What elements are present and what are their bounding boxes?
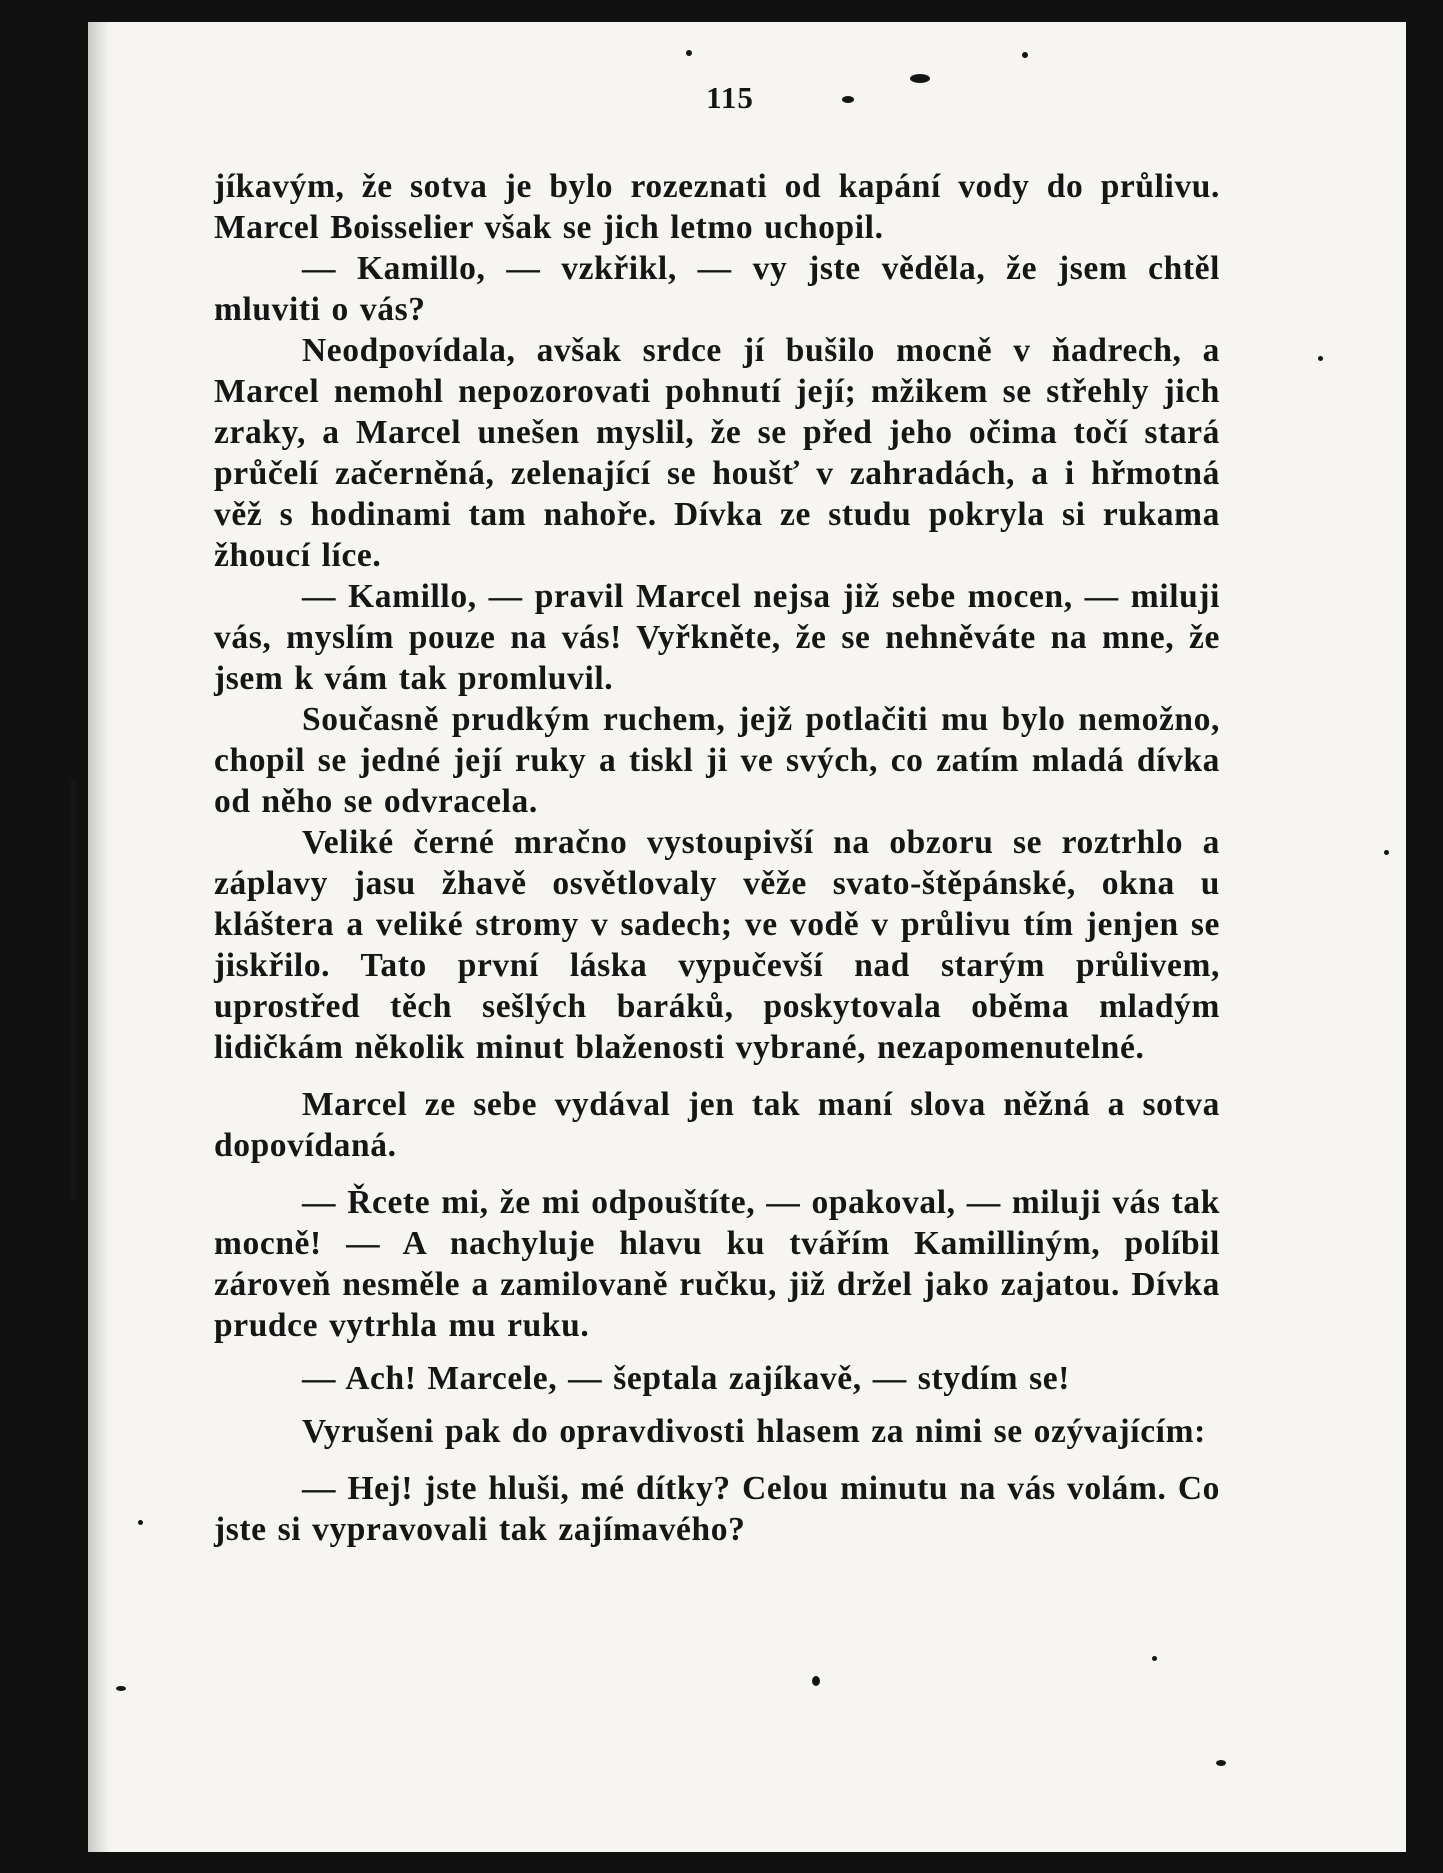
paragraph: Současně prudkým ruchem, jejž potlačiti mu bylo nemožno, chopil se jedné její ruky a tiskl ji ve svých, co zatím mladá dívka od něho se odvracela.	[214, 701, 1220, 820]
print-speck	[1216, 1760, 1226, 1766]
paragraph: Marcel ze sebe vydával jen tak maní slova něžná a sotva dopovídaná.	[214, 1086, 1220, 1164]
paragraph: — Kamillo, — vzkřikl, — vy jste věděla, že jsem chtěl mluviti o vás?	[214, 250, 1220, 328]
page-fold-shadow	[88, 22, 110, 1852]
paragraph: Vyrušeni pak do opravdivosti hlasem za nimi se ozývajícím:	[302, 1413, 1206, 1450]
paragraph: Veliké černé mračno vystoupivší na obzoru se roztrhlo a záplavy jasu žhavě osvětlovaly věže svato-štěpánské, okna u kláštera a veliké stromy v sadech; ve vodě v průlivu tím jenjen se jiskřilo. Tato první láska vypučevší nad starým průlivem, uprostřed těch sešlých baráků, poskytovala oběma mladým lidičkám několik minut blaženosti vybrané, nezapomenutelné.	[214, 824, 1220, 1066]
print-speck	[1022, 52, 1028, 58]
paragraph: — Řcete mi, že mi odpouštíte, — opakoval, — miluji vás tak mocně! — A nachyluje hlavu ku tvářím Kamilliným, políbil zároveň nesměle a zamilovaně ručku, již držel jako zajatou. Dívka prudce vytrhla mu ruku.	[214, 1184, 1220, 1344]
print-speck	[842, 96, 854, 103]
print-speck	[686, 50, 692, 56]
print-speck	[116, 1686, 126, 1691]
paragraph: Neodpovídala, avšak srdce jí bušilo mocně v ňadrech, a Marcel nemohl nepozorovati pohnutí její; mžikem se střehly jich zraky, a Marcel unešen myslil, že se před jeho očima točí stará průčelí začerněná, zelenající se houšť v zahradách, a i hřmotná věž s hodinami tam nahoře. Dívka ze studu pokryla si rukama žhoucí líce.	[214, 332, 1220, 574]
paragraph: — Kamillo, — pravil Marcel nejsa již sebe mocen, — miluji vás, myslím pouze na vás! Vyřkněte, že se nehněváte na mne, že jsem k vám tak promluvil.	[214, 578, 1220, 697]
page-number: 115	[706, 80, 754, 115]
print-speck	[1152, 1656, 1157, 1661]
print-speck	[910, 74, 930, 83]
print-speck	[812, 1676, 820, 1686]
body-text	[214, 166, 1220, 1550]
paragraph: — Hej! jste hluši, mé dítky? Celou minutu na vás volám. Co jste si vypravovali tak zajímavého?	[214, 1470, 1220, 1548]
print-speck	[1384, 850, 1389, 855]
paragraph: jíkavým, že sotva je bylo rozeznati od kapání vody do průlivu. Marcel Boisselier však se jich letmo uchopil.	[214, 168, 1220, 246]
print-speck	[138, 1520, 143, 1525]
paragraph: — Ach! Marcele, — šeptala zajíkavě, — stydím se!	[302, 1360, 1071, 1397]
print-speck	[1318, 356, 1323, 361]
page-crease	[70, 780, 76, 1200]
